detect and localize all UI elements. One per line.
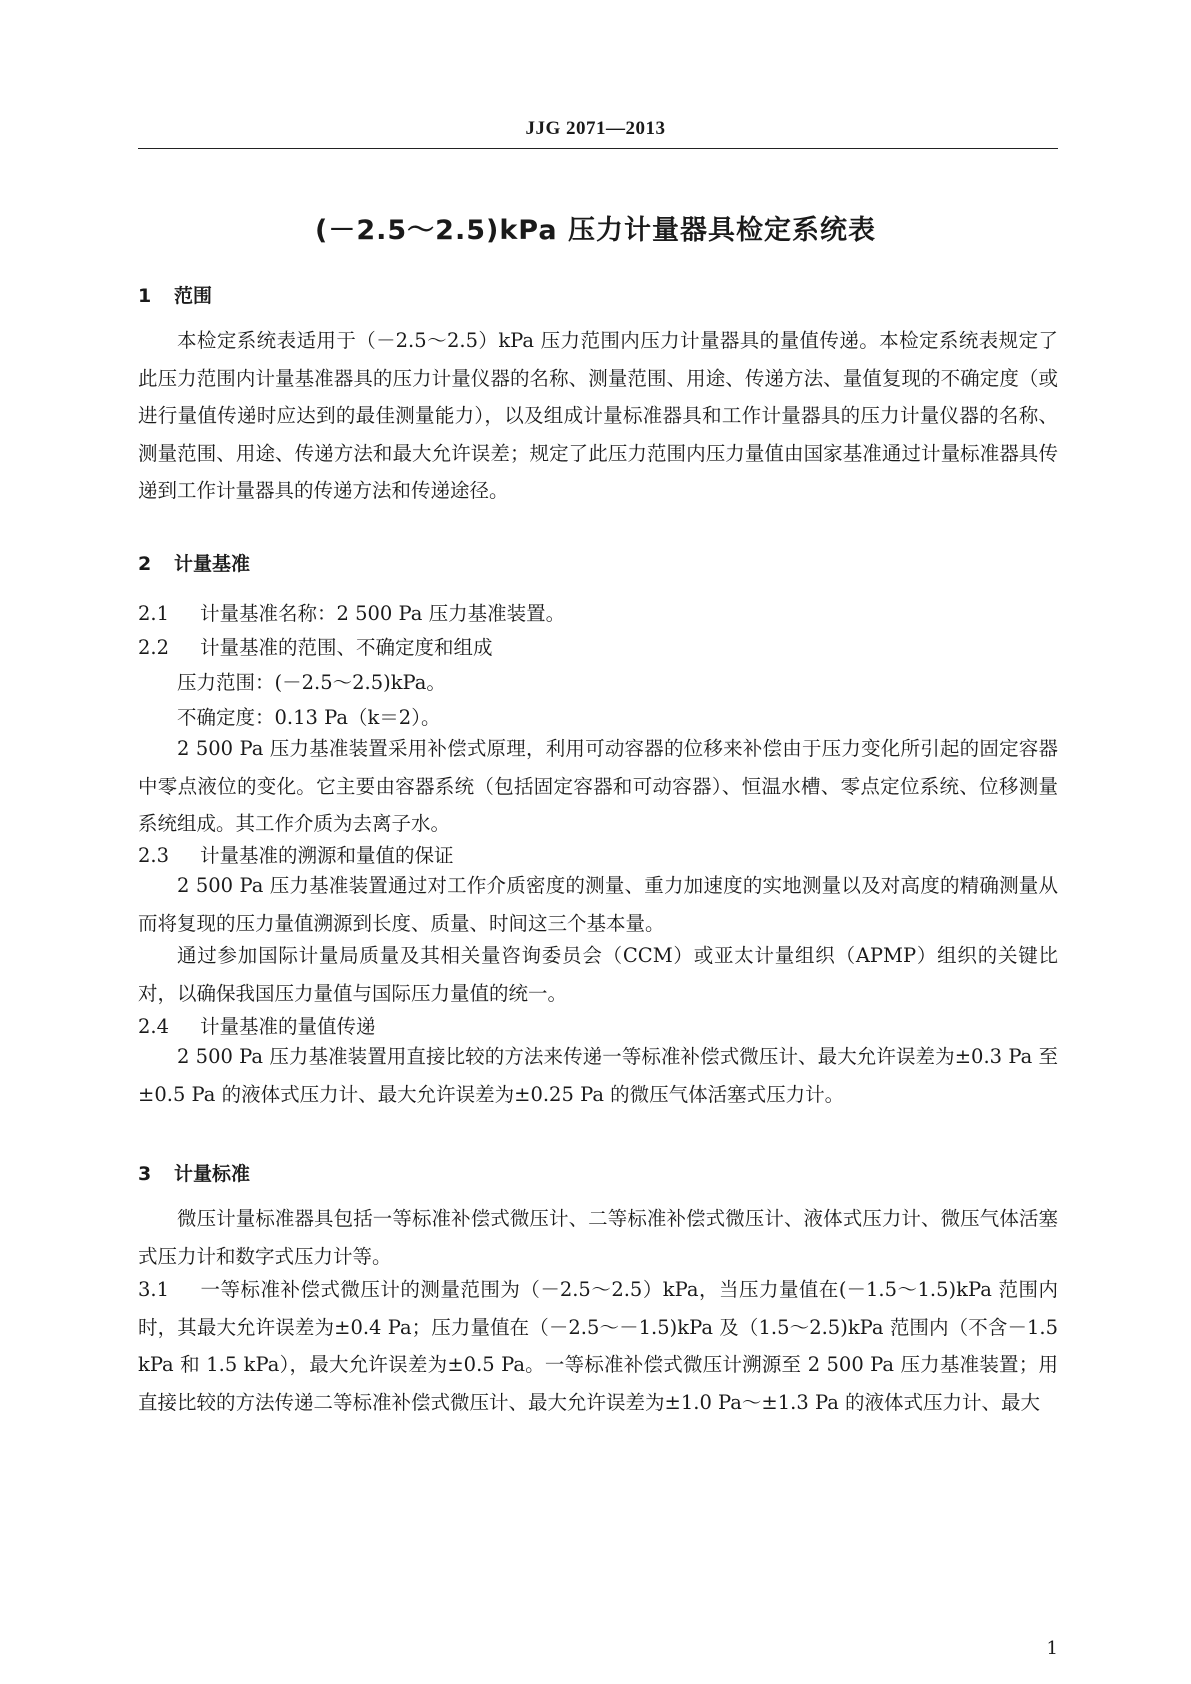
page-number: 1 [1046,1638,1058,1659]
subsection-number: 2.3 [138,844,170,867]
pressure-range-line: 压力范围：(－2.5～2.5)kPa。 [177,671,446,694]
section-number: 1 [138,285,152,307]
subsection-number: 3.1 [138,1278,170,1301]
subsection-number: 2.2 [138,636,170,659]
section-1-heading [138,281,212,308]
header-rule [138,148,1058,149]
standards-intro-paragraph: 微压计量标准器具包括一等标准补偿式微压计、二等标准补偿式微压计、液体式压力计、微压气体活塞式压力计和数字式压力计等。 [138,1207,1058,1268]
subsection-2-1 [138,598,1058,626]
composition-paragraph: 2 500 Pa 压力基准装置采用补偿式原理，利用可动容器的位移来补偿由于压力变化所引起的固定容器中零点液位的变化。它主要由容器系统（包括固定容器和可动容器）、恒温水槽、零点定位系统、位移测量系统组成。其工作介质为去离子水。 [138,737,1058,835]
section-1-paragraph: 本检定系统表适用于（－2.5～2.5）kPa 压力范围内压力计量器具的量值传递。本检定系统表规定了此压力范围内计量基准器具的压力计量仪器的名称、测量范围、用途、传递方法、量值复现的不确定度（或进行量值传递时应达到的最佳测量能力），以及组成计量标准器具和工作计量器具的压力计量仪器的名称、测量范围、用途、传递方法和最大允许误差；规定了此压力范围内压力量值由国家基准通过计量标准器具传递到工作计量器具的传递方法和传递途径。 [138,329,1058,502]
transfer-paragraph: 2 500 Pa 压力基准装置用直接比较的方法来传递一等标准补偿式微压计、最大允许误差为±0.3 Pa 至±0.5 Pa 的液体式压力计、最大允许误差为±0.25 Pa 的微压气体活塞式压力计。 [138,1045,1058,1106]
section-title: 范围 [174,285,213,307]
subsection-text: 计量基准名称：2 500 Pa 压力基准装置。 [200,602,566,625]
section-3-heading [138,1159,250,1186]
traceability-paragraph: 2 500 Pa 压力基准装置通过对工作介质密度的测量、重力加速度的实地测量以及对高度的精确测量从而将复现的压力量值溯源到长度、质量、时间这三个基本量。 [138,874,1058,935]
section-number: 3 [138,1163,152,1185]
section-title: 计量基准 [174,553,251,575]
section-2-heading [138,549,250,576]
subsection-text: 计量基准的溯源和量值的保证 [200,844,454,867]
subsection-number: 2.4 [138,1015,170,1038]
subsection-3-1-paragraph [138,1271,1058,1421]
subsection-text: 计量基准的量值传递 [200,1015,376,1038]
comparison-paragraph: 通过参加国际计量局质量及其相关量咨询委员会（CCM）或亚太计量组织（APMP）组织的关键比对，以确保我国压力量值与国际压力量值的统一。 [138,944,1058,1005]
subsection-text: 计量基准的范围、不确定度和组成 [200,636,493,659]
subsection-2-4 [138,1011,1058,1039]
standard-code-header: JJG 2071—2013 [525,118,666,139]
section-number: 2 [138,553,152,575]
subsection-2-2 [138,632,1058,660]
section-title: 计量标准 [174,1163,251,1185]
subsection-number: 2.1 [138,602,170,625]
page-title: (－2.5～2.5)kPa 压力计量器具检定系统表 [315,215,876,246]
subsection-2-3 [138,840,1058,868]
uncertainty-line: 不确定度：0.13 Pa（k＝2）。 [177,706,441,729]
subsection-text: 一等标准补偿式微压计的测量范围为（－2.5～2.5）kPa，当压力量值在(－1.5～1.5)kPa 范围内时，其最大允许误差为±0.4 Pa；压力量值在（－2.5～－1.5)kPa 及（1.5～2.5)kPa 范围内（不含－1.5 kPa 和 1.5 kPa），最大允许误差为±0.5 Pa。一等标准补偿式微压计溯源至 2 500 Pa 压力基准装置；用直接比较的方法传递二等标准补偿式微压计、最大允许误差为±1.0 Pa～±1.3 Pa 的液体式压力计、最大 [138,1278,1058,1414]
